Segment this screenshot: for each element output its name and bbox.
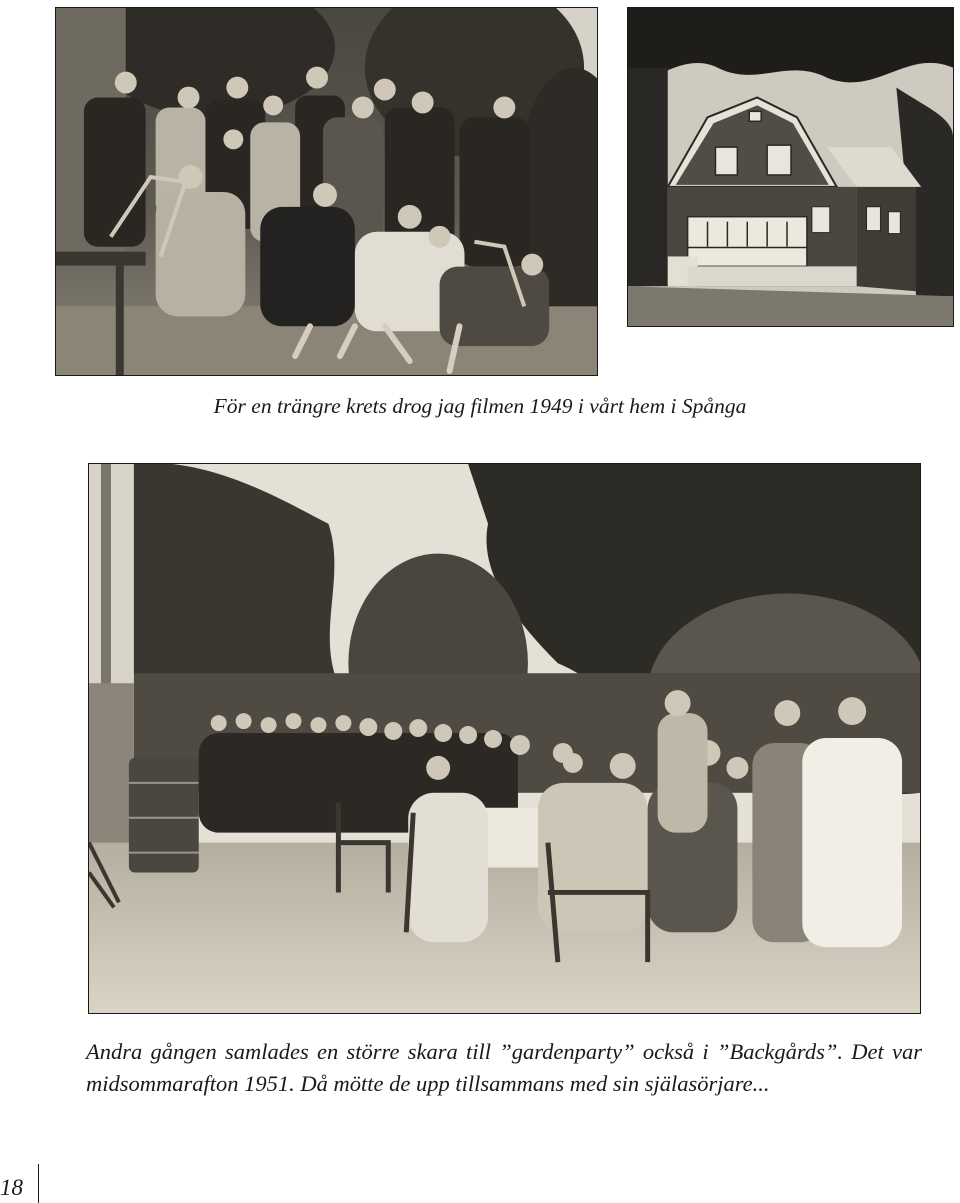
house-photo-drawing <box>628 8 953 326</box>
caption-family-photo: För en trängre krets drog jag filmen 1949 i vårt hem i Spånga <box>213 394 747 418</box>
garden-party-photo <box>88 463 921 1014</box>
garden-party-photo-drawing <box>89 464 920 1013</box>
house-photo <box>627 7 954 327</box>
caption-garden-party: Andra gången samlades en större skara till ”gardenparty” också i ”Backgårds”. Det var midsommarafton 1951. Då mötte de upp tillsammans med sin själasörjare... <box>86 1039 922 1096</box>
family-group-photo <box>55 7 598 376</box>
family-group-photo-drawing <box>56 8 597 375</box>
page-number: 18 <box>0 1175 23 1200</box>
page-side-rule <box>38 1164 39 1203</box>
